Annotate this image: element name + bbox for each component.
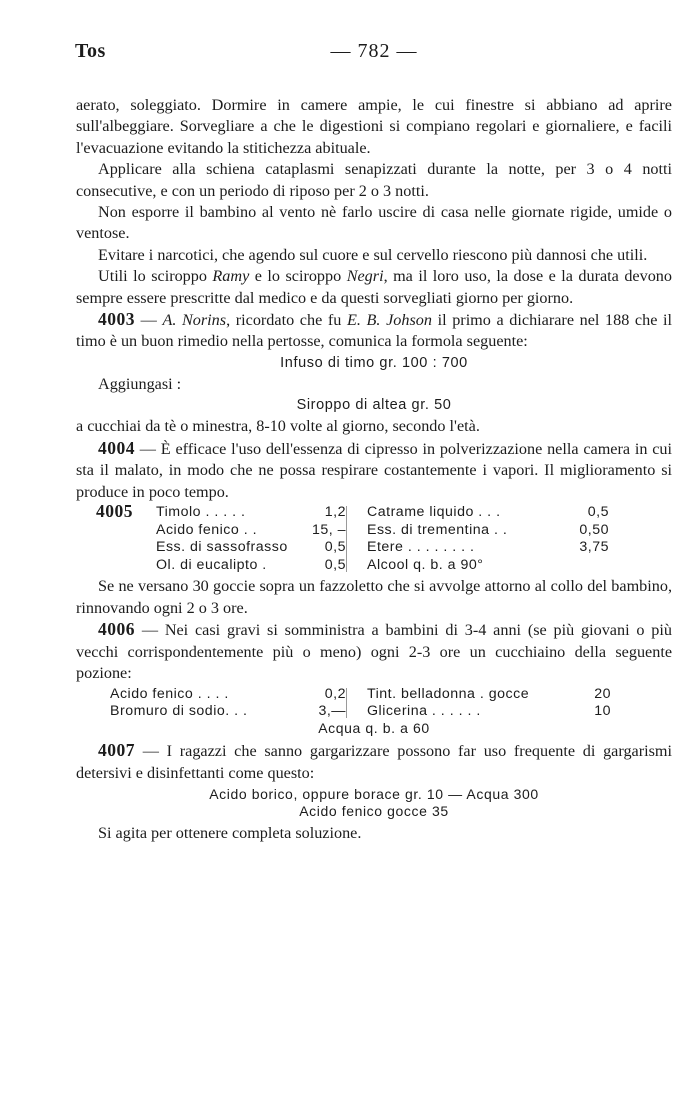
entry-number: 4006	[98, 619, 135, 640]
recipe-footer-acqua: Acqua q. b. a 60	[318, 720, 430, 737]
page-number: — 782 —	[330, 40, 418, 62]
ingredient-row: Timolo . . . . . 1,2	[156, 503, 346, 520]
ingredient-row: Catrame liquido . . . 0,5	[367, 503, 609, 520]
formula-thyme-infusion: Infuso di timo gr. 100 : 700	[280, 354, 468, 371]
entry-4004: 4004 — È efficace l'uso dell'essenza di cipresso in polverizzazione nella camera in cui sta il malato, in modo che ne possa respirare costantemente i vapori. Il miglioramento si produce in poco tempo.	[76, 437, 672, 501]
entry-4003: 4003 — A. Norins, ricordato che fu E. B. Johson il primo a dichiarare nel 188 che il timo è un buon rimedio nella pertosse, comunica la formola seguente:	[76, 309, 672, 351]
syrup-name-ramy: Ramy	[212, 267, 250, 286]
entry-number: 4007	[98, 740, 135, 761]
ingredient-row: Ess. di trementina . . 0,50	[367, 521, 609, 538]
instructions-4005: Se ne versano 30 goccie sopra un fazzoletto che si avvolge attorno al collo del bambino, rinnovando ogni 2 o 3 ore.	[76, 577, 672, 617]
paragraph-care-instructions: aerato, soleggiato. Dormire in camere ampie, le cui finestre si abbiano ad aprire sull'albeggiare. Sorvegliare a che le digestioni si compiano regolari e giornaliere, e facili l'evacuazione evitando la stitichezza abituale.	[76, 96, 672, 157]
ingredient-row: Bromuro di sodio. . . 3,—	[110, 703, 346, 720]
aggiungasi-label: Aggiungasi :	[98, 374, 182, 393]
formula-altea-syrup: Siroppo di altea gr. 50	[296, 397, 452, 414]
gargle-formula-line-1: Acido borico, oppure borace gr. 10 — Acqua 300	[209, 786, 539, 803]
page-header	[75, 40, 673, 66]
recipe-left-column	[76, 686, 346, 720]
entry-4006: 4006 — Nei casi gravi si somministra a bambini di 3-4 anni (se più giovani o più vecchi corrispondentemente più o meno) ogni 2-3 ore un cucchiaino della seguente pozione:	[76, 619, 672, 682]
gargle-formula-line-2: Acido fenico gocce 35	[299, 803, 449, 820]
paragraph-exposure: Non esporre il bambino al vento nè farlo uscire di casa nelle giornate rigide, umide o ventose.	[76, 203, 672, 243]
recipe-4005	[76, 500, 672, 574]
recipe-right-column	[347, 686, 611, 720]
entry-number: 4004	[98, 437, 135, 458]
entry-number: 4005	[96, 500, 133, 521]
paragraph-syrups: Utili lo sciroppo Ramy e lo sciroppo Negri, ma il loro uso, la dose e la durata devono sempre essere prescritte dal medico e da questi sorvegliati giorno per giorno.	[76, 267, 672, 307]
syrup-name-negri: Negri	[346, 267, 384, 286]
cited-author: E. B. Johson	[346, 311, 432, 330]
author-name: A. Norins	[162, 311, 227, 330]
ingredient-row: Acido fenico . . . . 0,2	[110, 686, 346, 703]
recipe-right-column	[347, 504, 609, 574]
ingredient-row: Ol. di eucalipto . 0,5	[156, 556, 346, 573]
ingredient-row: Tint. belladonna . gocce 20	[367, 686, 611, 703]
ingredient-row: Alcool q. b. a 90°	[367, 556, 484, 573]
recipe-4006	[76, 686, 672, 737]
paragraph-narcotics: Evitare i narcotici, che agendo sul cuore e sul cervello riescono più dannosi che utili.	[98, 245, 648, 264]
dosage-line: a cucchiai da tè o minestra, 8-10 volte al giorno, secondo l'età.	[76, 417, 480, 436]
ingredient-row: Etere . . . . . . . . 3,75	[367, 539, 609, 556]
ingredient-row: Acido fenico . . 15, –	[156, 521, 346, 538]
closing-instruction: Si agita per ottenere completa soluzione.	[98, 824, 362, 843]
ingredient-row: Glicerina . . . . . . 10	[367, 703, 611, 720]
page-body	[76, 95, 672, 845]
paragraph-cataplasms: Applicare alla schiena cataplasmi senapizzati durante la notte, per 3 o 4 notti consecutive, e con un periodo di riposo per 2 o 3 notti.	[76, 160, 672, 200]
entry-number: 4003	[98, 309, 135, 330]
running-head-word: Tos	[75, 40, 106, 62]
entry-4007: 4007 — I ragazzi che sanno gargarizzare possono far uso frequente di gargarismi detersivi e disinfettanti come questo:	[76, 740, 672, 782]
ingredient-row: Ess. di sassofrasso 0,5	[156, 539, 346, 556]
